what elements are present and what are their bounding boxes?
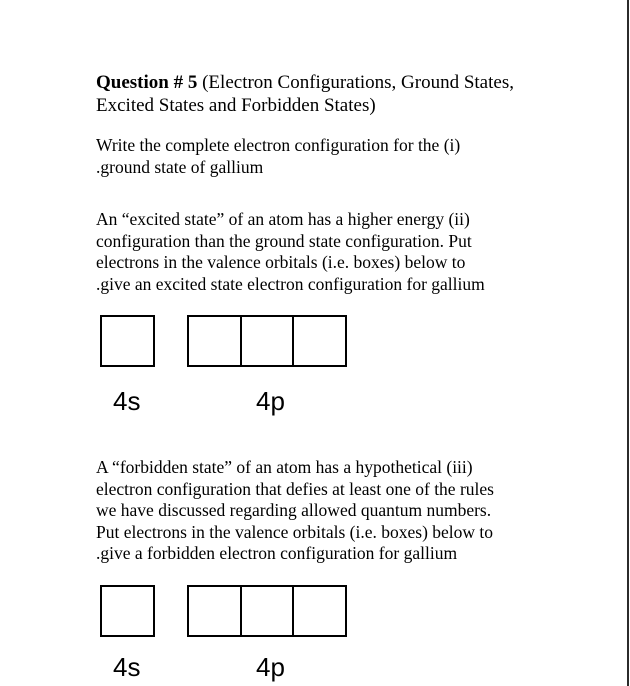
forbidden-4p-orbital-boxes xyxy=(187,585,347,637)
part-ii-prompt: An “excited state” of an atom has a higher energy (ii) configuration than the ground state configuration. Put electrons in the valence orbitals (i.e. boxes) below to .give an excited state electron configuration for gallium xyxy=(96,209,485,294)
excited-4p-box-3[interactable] xyxy=(292,315,347,367)
excited-4p-box-1[interactable] xyxy=(187,315,242,367)
question-topic: (Electron Configurations, Ground States, Excited States and Forbidden States) xyxy=(96,72,514,116)
excited-4s-label: 4s xyxy=(113,386,141,416)
forbidden-4p-box-3[interactable] xyxy=(292,585,347,637)
excited-4p-box-2[interactable] xyxy=(240,315,295,367)
page-edge-rule xyxy=(627,0,629,686)
excited-4s-box[interactable] xyxy=(100,315,155,367)
forbidden-4s-label: 4s xyxy=(113,652,141,682)
excited-4p-orbital-boxes xyxy=(187,315,347,367)
question-title xyxy=(96,71,536,117)
forbidden-4s-orbital-boxes xyxy=(100,585,155,637)
question-number: Question # 5 xyxy=(96,72,198,93)
part-i-prompt: Write the complete electron configuration for the (i) .ground state of gallium xyxy=(96,135,461,177)
part-iii-prompt: A “forbidden state” of an atom has a hypothetical (iii) electron configuration that defies at least one of the rules we have discussed regarding allowed quantum numbers. Put electrons in the valence orbitals (i.e. boxes) below to .give a forbidden electron configuration for gallium xyxy=(96,457,494,563)
excited-4p-label: 4p xyxy=(256,386,285,416)
forbidden-4p-box-2[interactable] xyxy=(240,585,295,637)
excited-4s-orbital-boxes xyxy=(100,315,155,367)
forbidden-4s-box[interactable] xyxy=(100,585,155,637)
forbidden-4p-label: 4p xyxy=(256,652,285,682)
question-header xyxy=(96,71,536,117)
forbidden-4p-box-1[interactable] xyxy=(187,585,242,637)
